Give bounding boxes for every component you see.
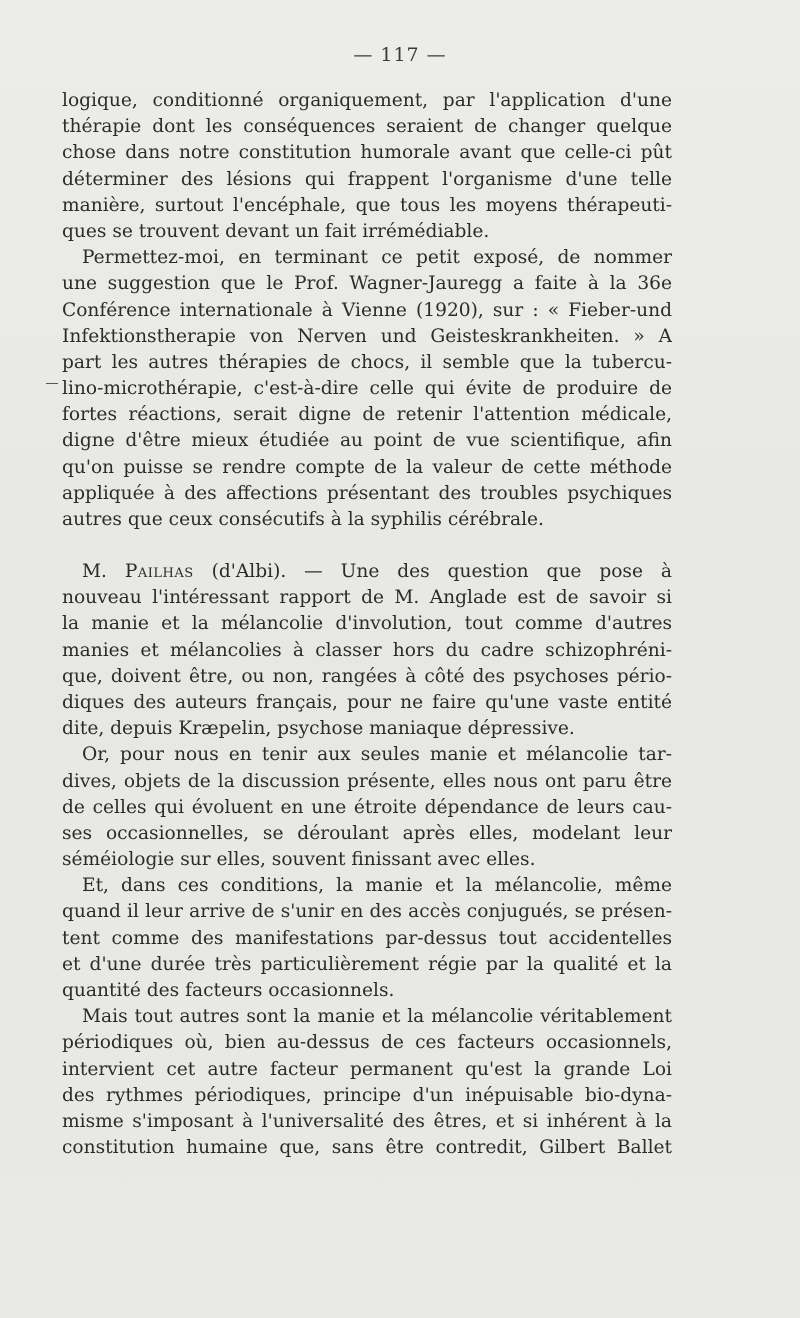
text-line: ses occasionnelles, se déroulant après elles, modelant leur	[62, 822, 672, 844]
text-line: ques se trouvent devant un fait irrémédiable.	[62, 220, 490, 242]
text-line: autres que ceux consécutifs à la syphilis cérébrale.	[62, 509, 544, 530]
text-line: qu'on puisse se rendre compte de la valeur de cette méthode	[62, 456, 672, 478]
text-line: de celles qui évoluent en une étroite dépendance de leurs cau-	[62, 796, 672, 818]
text-line: Conférence internationale à Vienne (1920), sur : « Fieber-und	[62, 299, 672, 321]
text-line: constitution humaine que, sans être contredit, Gilbert Ballet	[62, 1137, 672, 1159]
text-line: périodiques où, bien au-dessus de ces facteurs occasionnels,	[62, 1032, 672, 1054]
text-line: dite, depuis Kræpelin, psychose maniaque dépressive.	[62, 718, 575, 740]
text-line: quand il leur arrive de s'unir en des accès conjugués, se présen-	[62, 901, 672, 923]
text-line: digne d'être mieux étudiée au point de vue scientifique, afin	[62, 430, 672, 452]
text-line: fortes réactions, serait digne de retenir l'attention médicale,	[62, 404, 672, 426]
page-number: — 117 —	[353, 44, 447, 66]
text-line: diques des auteurs français, pour ne faire qu'une vaste entité	[62, 691, 672, 713]
text-line: que, doivent être, ou non, rangées à côté des psychoses pério-	[62, 665, 672, 687]
text-line: Mais tout autres sont la manie et la mélancolie véritablement	[82, 1006, 672, 1028]
text-line: Permettez-moi, en terminant ce petit exposé, de nommer	[82, 247, 672, 269]
text-line: dives, objets de la discussion présente, elles nous ont paru être	[62, 770, 672, 792]
text-line: séméiologie sur elles, souvent finissant avec elles.	[62, 849, 536, 871]
text-line: déterminer des lésions qui frappent l'organisme d'une telle	[62, 168, 672, 190]
text-line: Or, pour nous en tenir aux seules manie et mélancolie tar-	[82, 744, 672, 766]
paragraph-block-discussion	[62, 559, 672, 1161]
text-line: intervient cet autre facteur permanent qu'est la grande Loi	[62, 1058, 672, 1080]
text-line: et d'une durée très particulièrement régie par la qualité et la	[62, 953, 672, 975]
text-line: lino-microthérapie, c'est-à-dire celle qui évite de produire de	[62, 378, 672, 400]
text-line: une suggestion que le Prof. Wagner-Jauregg a faite à la 36e	[62, 273, 672, 295]
text-line: manies et mélancolies à classer hors du cadre schizophréni-	[62, 639, 672, 661]
text-line: nouveau l'intéressant rapport de M. Anglade est de savoir si	[62, 587, 672, 609]
text-line: misme s'imposant à l'universalité des êtres, et si inhérent à la	[62, 1110, 672, 1132]
text-line: thérapie dont les conséquences seraient de changer quelque	[62, 116, 672, 138]
speaker-line	[62, 559, 672, 585]
text-line: manière, surtout l'encéphale, que tous les moyens thérapeuti-	[62, 194, 672, 216]
speaker-prefix: M.	[82, 561, 125, 582]
text-line: la manie et la mélancolie d'involution, tout comme d'autres	[62, 613, 672, 635]
text-line: des rythmes périodiques, principe d'un inépuisable bio-dyna-	[62, 1084, 672, 1106]
margin-mark	[46, 383, 58, 384]
text-line: logique, conditionné organiquement, par l'application d'une	[62, 90, 672, 111]
text-line: Infektionstherapie von Nerven und Geisteskrankheiten. » A	[62, 325, 672, 347]
text-line: quantité des facteurs occasionnels.	[62, 980, 395, 1001]
speaker-name: Pailhas	[124, 561, 194, 582]
text-line: tent comme des manifestations par-dessus tout accidentelles	[62, 927, 672, 949]
text-line: Et, dans ces conditions, la manie et la mélancolie, même	[82, 875, 672, 897]
text-line: appliquée à des affections présentant des troubles psychiques	[62, 482, 672, 504]
text-line: part les autres thérapies de chocs, il semble que la tubercu-	[62, 351, 672, 373]
text-line: chose dans notre constitution humorale avant que celle-ci pût	[62, 142, 672, 164]
speaker-rest: (d'Albi). — Une des question que pose à	[193, 561, 672, 582]
paragraph-block-continuation	[62, 88, 672, 533]
